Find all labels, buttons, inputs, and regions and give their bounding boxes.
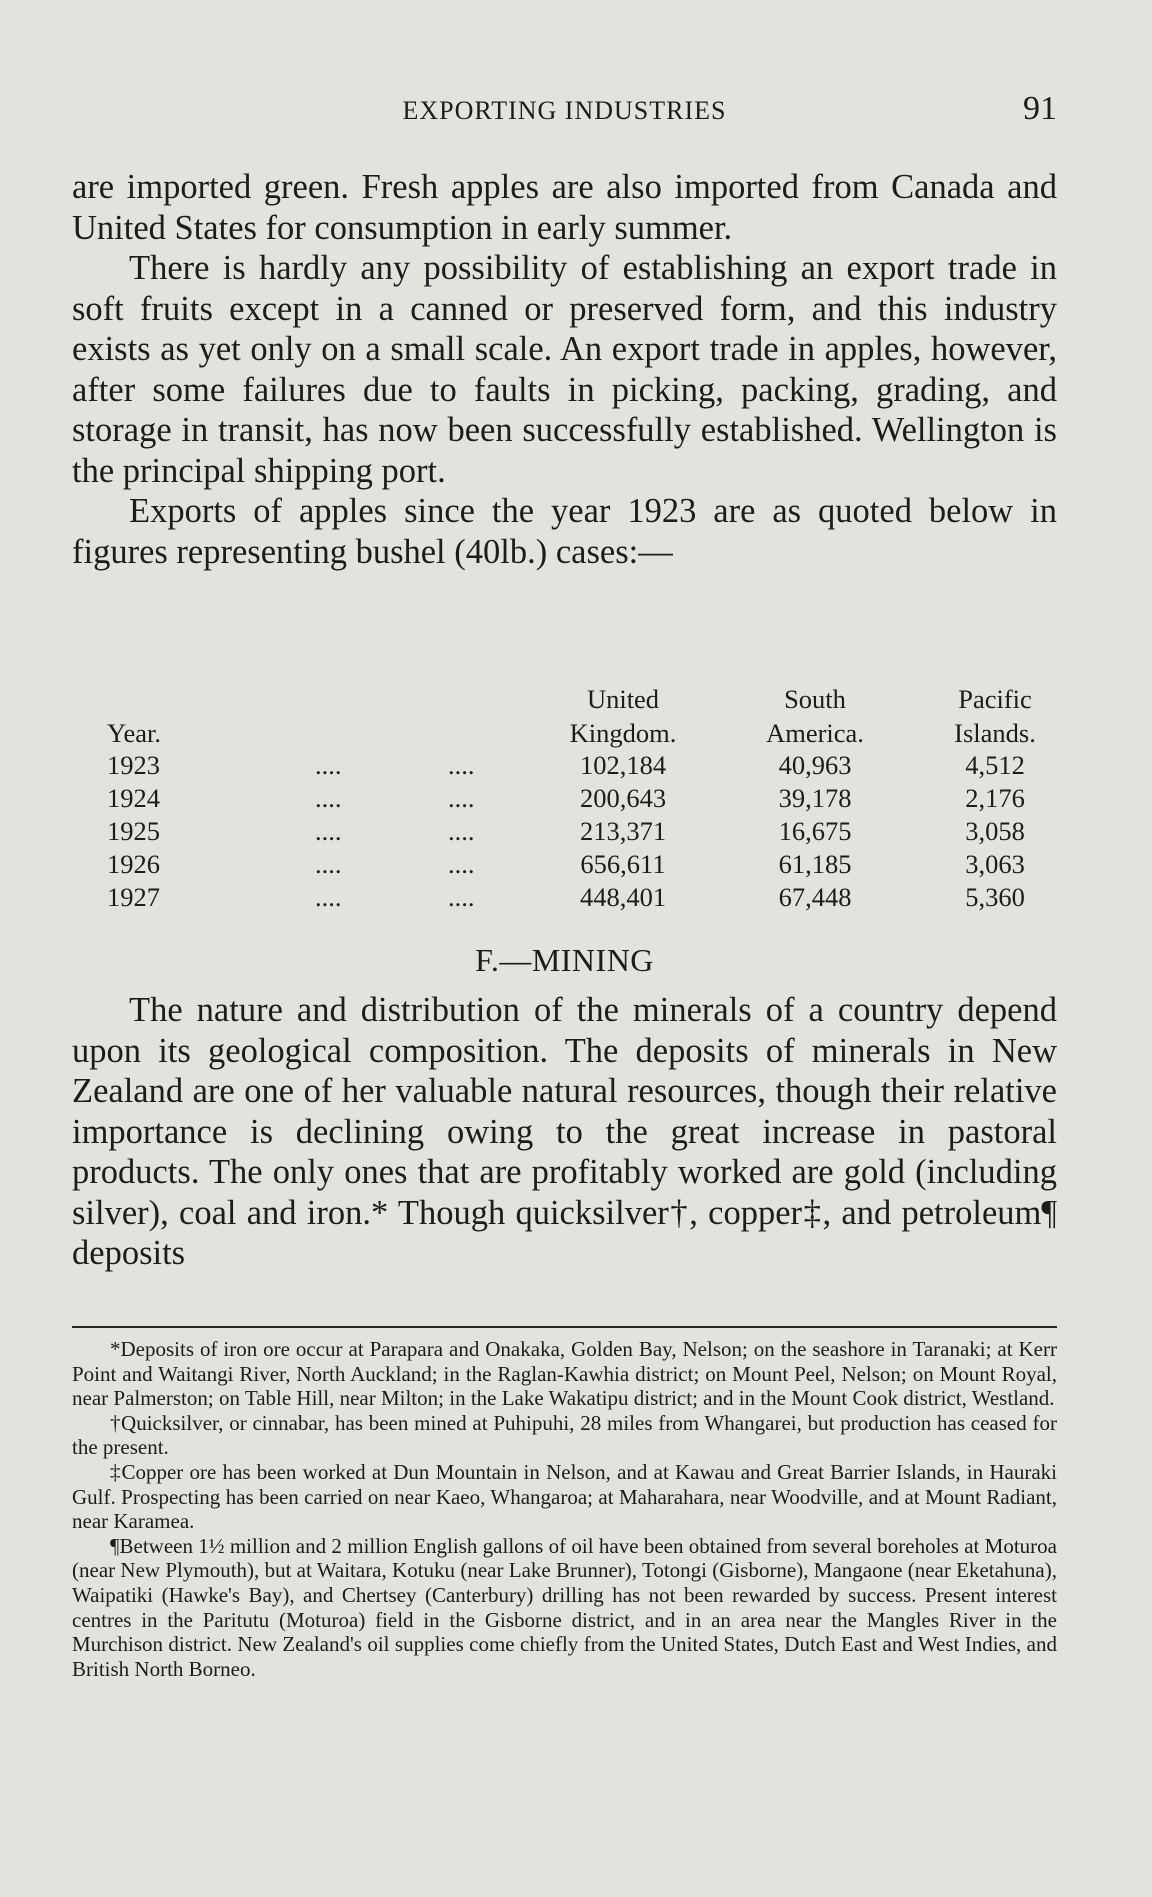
leader-dots: ....	[448, 816, 475, 846]
apple-exports-table	[105, 683, 1065, 914]
cell-pacific-islands: 4,512	[965, 750, 1025, 780]
leader-dots: ....	[315, 816, 342, 846]
cell-year: 1925	[107, 816, 160, 846]
cell-year: 1926	[107, 849, 160, 879]
table-row	[105, 848, 1065, 881]
header-pi-line1: Pacific	[958, 684, 1032, 714]
leader-dots: ....	[448, 882, 475, 912]
cell-united-kingdom: 213,371	[579, 816, 667, 846]
leader-dots: ....	[315, 882, 342, 912]
table-header	[105, 683, 1065, 749]
table-row	[105, 782, 1065, 815]
cell-south-america: 40,963	[778, 750, 852, 780]
running-title: EXPORTING INDUSTRIES	[402, 96, 727, 125]
paragraph-export-trade: There is hardly any possibility of establishing an export trade in soft fruits except in a canned or preserved form, and this industry exists as yet only on a small scale. An export trade in apples, however, after some failures due to faults in picking, packing, grading, and storage in transit, has now been successfully established. Wellington is the principal shipping port.	[72, 249, 1057, 490]
leader-dots: ....	[448, 750, 475, 780]
header-sa-line1: South	[784, 684, 846, 714]
footnote-iron: *Deposits of iron ore occur at Parapara and Onakaka, Golden Bay, Nelson; on the seashore in Taranaki; at Kerr Point and Waitangi River, North Auckland; in the Raglan-Kawhia district; on Mount Peel, Nelson; on Mount Royal, near Palmerston; on Table Hill, near Milton; in the Lake Wakatipu district; and in the Mount Cook district, Westland.	[72, 1337, 1057, 1411]
table-row	[105, 881, 1065, 914]
footnote-rule	[72, 1326, 1057, 1328]
leader-dots: ....	[448, 783, 475, 813]
page-number: 91	[1023, 90, 1057, 127]
footnote-petroleum: ¶Between 1½ million and 2 million English gallons of oil have been obtained from several boreholes at Moturoa (near New Plymouth), but at Waitara, Kotuku (near Lake Brunner), Totongi (Gisborne), Mangaone (near Eketahuna), Waipatiki (Hawke's Bay), and Chertsey (Canterbury) drilling has not been rewarded by success. Present interest centres in the Paritutu (Moturoa) field in the Gisborne district, and in an area near the Mangles River in the Murchison district. New Zealand's oil supplies come chiefly from the United States, Dutch East and West Indies, and British North Borneo.	[72, 1533, 1057, 1681]
section-heading-mining: F.—MINING	[475, 942, 654, 978]
cell-south-america: 16,675	[778, 816, 852, 846]
paragraph-exports-intro: Exports of apples since the year 1923 are as quoted below in figures representing bushel (40lb.) cases:—	[72, 492, 1057, 571]
cell-year: 1924	[107, 783, 160, 813]
cell-year: 1923	[107, 750, 160, 780]
header-sa-line2: America.	[766, 718, 864, 748]
cell-south-america: 67,448	[778, 882, 852, 912]
footnotes	[72, 1337, 1057, 1681]
cell-united-kingdom: 200,643	[579, 783, 667, 813]
body-text-mining	[72, 990, 1057, 1274]
cell-united-kingdom: 102,184	[579, 750, 667, 780]
running-head	[72, 90, 1057, 130]
leader-dots: ....	[315, 783, 342, 813]
footnote-copper: ‡Copper ore has been worked at Dun Mountain in Nelson, and at Kawau and Great Barrier Islands, in Hauraki Gulf. Prospecting has been carried on near Kaeo, Whangaroa; at Maharahara, near Woodville, and at Mount Radiant, near Karamea.	[72, 1459, 1057, 1534]
footnote-quicksilver: †Quicksilver, or cinnabar, has been mined at Puhipuhi, 28 miles from Whangarei, but production has ceased for the present.	[72, 1410, 1057, 1460]
cell-pacific-islands: 3,058	[965, 816, 1025, 846]
cell-pacific-islands: 3,063	[965, 849, 1025, 879]
leader-dots: ....	[315, 750, 342, 780]
cell-pacific-islands: 5,360	[965, 882, 1025, 912]
header-uk-line2: Kingdom.	[569, 718, 677, 748]
paragraph-continuation: are imported green. Fresh apples are also imported from Canada and United States for consumption in early summer.	[72, 168, 1057, 247]
cell-united-kingdom: 448,401	[579, 882, 667, 912]
cell-pacific-islands: 2,176	[965, 783, 1025, 813]
body-text-top	[72, 167, 1057, 572]
cell-south-america: 61,185	[778, 849, 852, 879]
header-uk-line1: United	[586, 684, 660, 714]
header-pi-line2: Islands.	[954, 718, 1036, 748]
header-year: Year.	[107, 718, 161, 748]
cell-year: 1927	[107, 882, 160, 912]
cell-south-america: 39,178	[778, 783, 852, 813]
table-row	[105, 815, 1065, 848]
paragraph-mining: The nature and distribution of the minerals of a country depend upon its geological composition. The deposits of minerals in New Zealand are one of her valuable natural resources, though their relative importance is declining owing to the great increase in pastoral products. The only ones that are profitably worked are gold (including silver), coal and iron.* Though quicksilver†, copper‡, and petroleum¶ deposits	[72, 991, 1057, 1272]
cell-united-kingdom: 656,611	[580, 849, 666, 879]
leader-dots: ....	[448, 849, 475, 879]
table-row	[105, 749, 1065, 782]
leader-dots: ....	[315, 849, 342, 879]
